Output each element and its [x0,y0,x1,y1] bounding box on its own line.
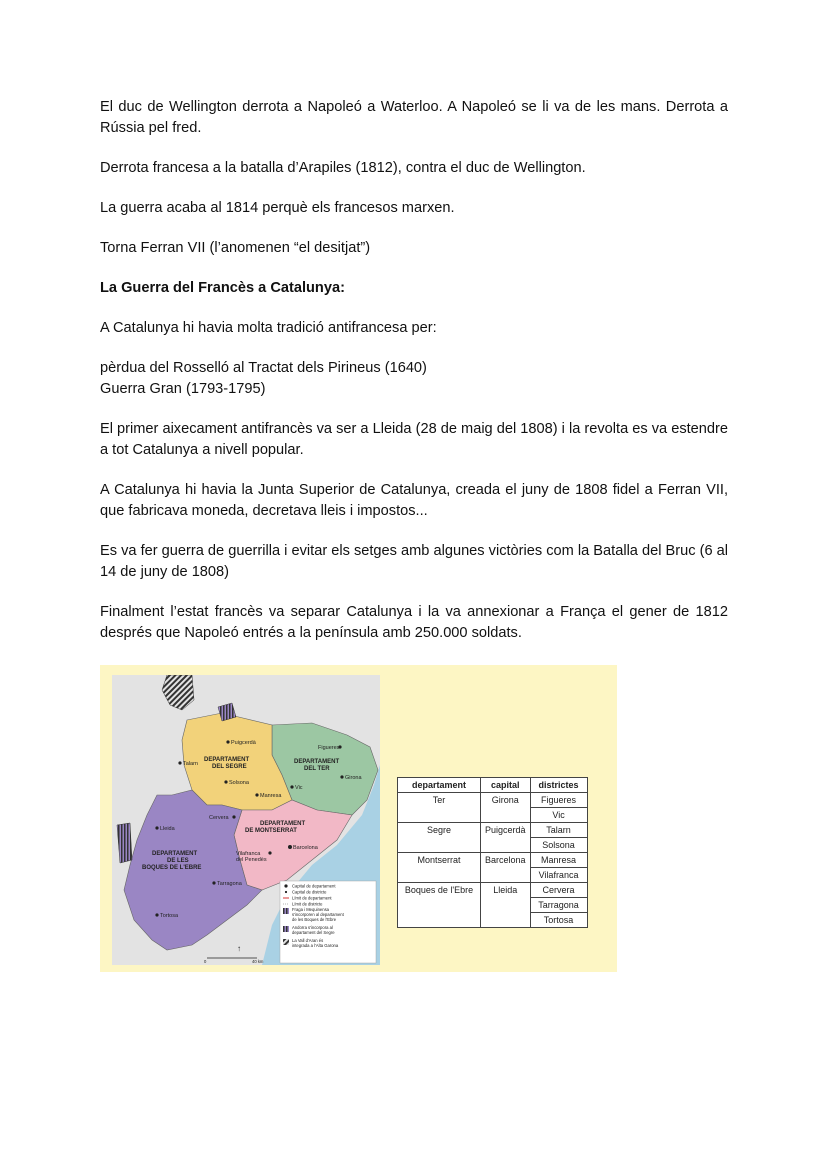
scale-start: 0 [204,959,207,964]
town-lleida: Lleida [160,826,175,832]
segre-label-line-2: DEL SEGRE [212,764,247,770]
boques-label-line-3: BOQUES DE L'EBRE [142,865,202,871]
paragraph-rossello: pèrdua del Rosselló al Tractat dels Pirineus (1640) [100,360,427,376]
cell-departament: Segre [398,823,481,853]
boques-label-line-1: DEPARTAMENT [152,851,198,857]
town-figueres: Figueres [318,745,340,751]
header-departament: departament [398,778,481,793]
town-vilafranca-line-2: del Penedès [236,857,267,863]
map-figure [100,665,617,972]
montserrat-label-line-2: DE MONTSERRAT [245,828,297,834]
legend-item-3: Límit de departament [292,895,332,901]
section-heading: La Guerra del Francès a Catalunya: [100,280,345,296]
town-girona: Girona [345,775,362,781]
cell-departament: Boques de l'Ebre [398,883,481,928]
cell-districte: Manresa [530,853,587,868]
document-body [100,97,728,644]
table-row [398,793,588,808]
map-legend [280,881,376,963]
cell-capital: Barcelona [481,853,531,883]
town-tortosa: Tortosa [160,913,179,919]
cell-capital: Lleida [481,883,531,928]
town-vilafranca-line-1: Vilafranca [236,851,261,857]
cell-districte: Tarragona [530,898,587,913]
legend-item-5-line-2: s'incorporen al departament [292,912,344,917]
cell-districte: Vilafranca [530,868,587,883]
paragraph-annexation: Finalment l’estat francès va separar Catalunya i la va annexionar a França el gener de 1812 després que Napoleó entrés a la península amb 250.000 soldats. [100,604,728,641]
cell-districte: Figueres [530,793,587,808]
scale-end: 40 km [252,959,264,964]
paragraph-arapiles: Derrota francesa a la batalla d’Arapiles (1812), contra el duc de Wellington. [100,160,586,176]
cell-departament: Ter [398,793,481,823]
legend-item-6-line-1: Andorra s'incorpora al [292,925,333,930]
segre-label-line-1: DEPARTAMENT [204,757,250,763]
table-row [398,883,588,898]
cell-districte: Cervera [530,883,587,898]
boques-label-line-2: DE LES [167,858,189,864]
table-header-row [398,778,588,793]
cell-districte: Tortosa [530,913,587,928]
town-solsona: Solsona [229,780,249,786]
header-capital: capital [481,778,531,793]
montserrat-label-line-1: DEPARTAMENT [260,821,306,827]
cell-districte: Solsona [530,838,587,853]
town-vic: Vic [295,785,303,791]
ter-label-line-2: DEL TER [304,766,330,772]
cell-departament: Montserrat [398,853,481,883]
cell-districte: Talarn [530,823,587,838]
town-tarragona: Tarragona [217,881,242,887]
legend-item-7-line-2: integrada a l'Alta Garona [292,943,339,948]
cell-districte: Vic [530,808,587,823]
paragraph-war-end: La guerra acaba al 1814 perquè els francesos marxen. [100,200,455,216]
paragraph-guerrilla: Es va fer guerra de guerrilla i evitar els setges amb algunes victòries com la Batalla del Bruc (6 al 14 de juny de 1808) [100,543,728,580]
ter-label-line-1: DEPARTAMENT [294,759,340,765]
paragraph-tradition: A Catalunya hi havia molta tradició antifrancesa per: [100,320,437,336]
paragraph-guerra-gran: Guerra Gran (1793-1795) [100,381,266,397]
north-arrow-icon: ↑ [237,944,241,953]
paragraph-lleida: El primer aixecament antifrancès va ser a Lleida (28 de maig del 1808) i la revolta es va estendre a tot Catalunya a nivell popular. [100,421,728,458]
town-talarn: Talarn [183,761,198,767]
legend-item-1: Capital de departament [292,883,336,889]
paragraph-ferran: Torna Ferran VII (l’anomenen “el desitjat”) [100,240,371,256]
table-row [398,853,588,868]
cell-capital: Puigcerdà [481,823,531,853]
header-districtes: districtes [530,778,587,793]
town-cervera: Cervera [209,815,229,821]
paragraph-wellington: El duc de Wellington derrota a Napoleó a Waterloo. A Napoleó se li va de les mans. Derrota a Rússia pel fred. [100,99,728,136]
legend-item-2: Capital de districte [292,889,327,895]
paragraph-junta: A Catalunya hi havia la Junta Superior de Catalunya, creada el juny de 1808 fidel a Ferran VII, que fabricava moneda, decretava lleis i impostos... [100,482,728,519]
legend-item-5-line-3: de les Boques de l'Ebre [292,917,337,922]
cell-capital: Girona [481,793,531,823]
legend-item-5-line-1: Fraga i Mequinensa [292,907,330,912]
town-manresa: Manresa [260,793,282,799]
table-row [398,823,588,838]
town-puigcerda: Puigcerdà [231,740,256,746]
departments-table [397,777,588,928]
legend-item-4: Límit de districte [292,901,323,907]
town-barcelona: Barcelona [293,845,318,851]
legend-item-7-line-1: La Vall d'Aran és [292,938,324,943]
legend-item-6-line-2: departament del Segre [292,930,335,935]
catalonia-departments-map [112,675,380,965]
